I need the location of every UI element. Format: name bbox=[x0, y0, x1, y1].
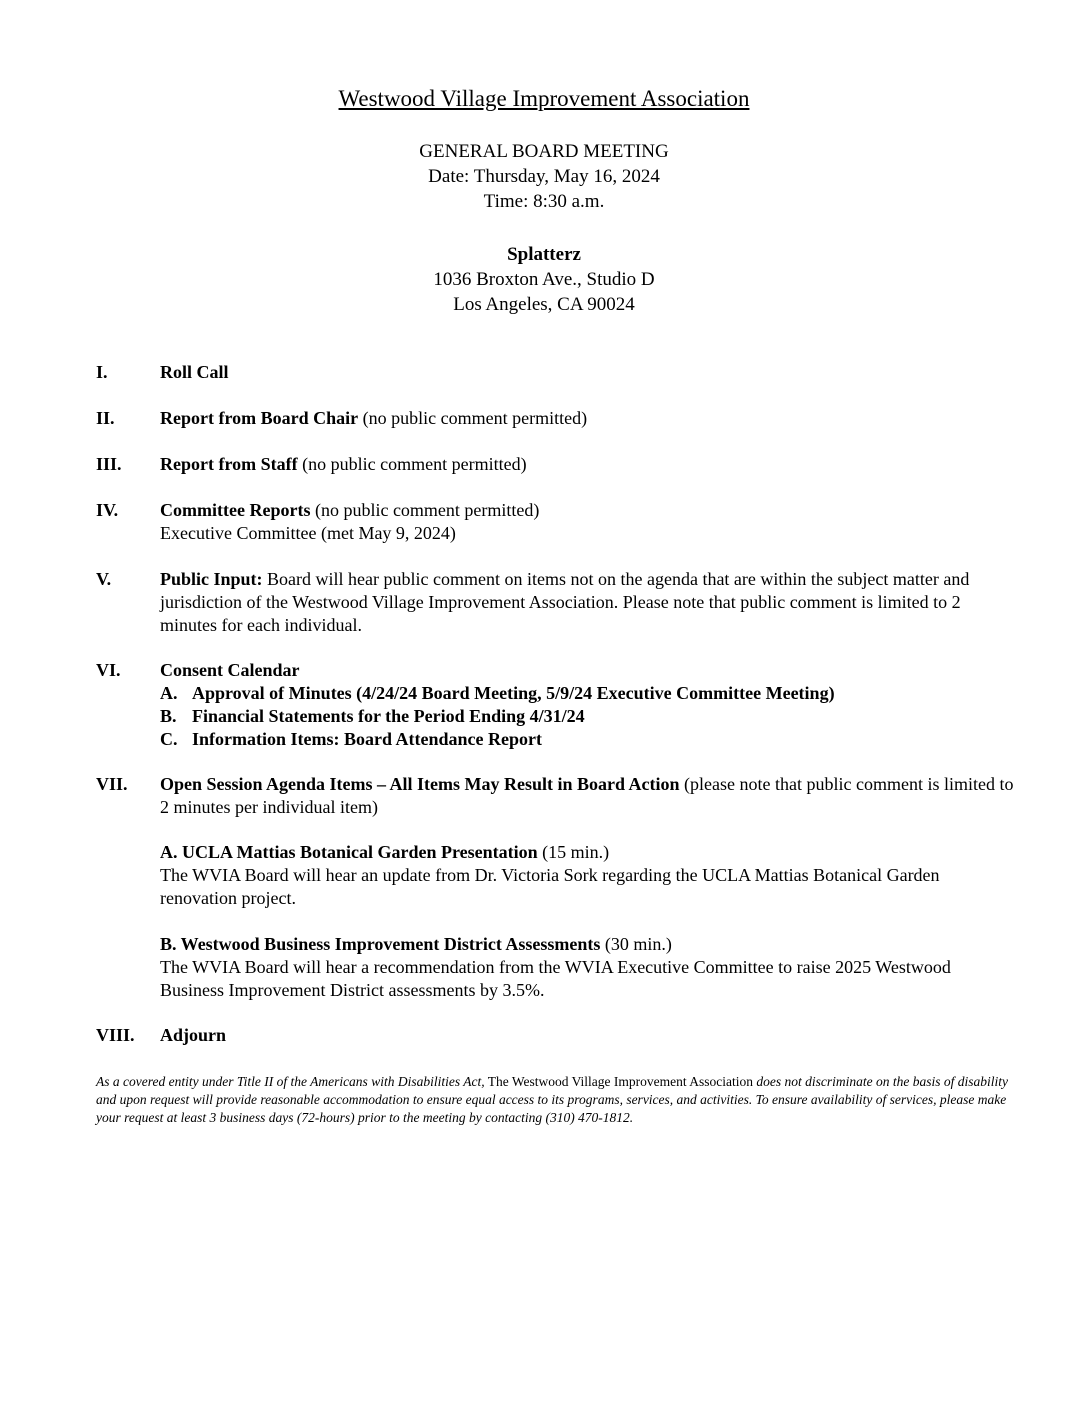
item-number: VII. bbox=[96, 774, 128, 794]
venue-block bbox=[0, 242, 1088, 317]
item-subline: Executive Committee (met May 9, 2024) bbox=[160, 523, 456, 543]
item-number: I. bbox=[96, 362, 108, 382]
session-item-heading: B. Westwood Business Improvement District Assessments bbox=[160, 934, 601, 954]
session-item-description: The WVIA Board will hear a recommendation from the WVIA Executive Committee to raise 2025 Westwood Business Improvement District assessments by 3.5%. bbox=[160, 957, 951, 1000]
item-number: VIII. bbox=[96, 1025, 135, 1045]
session-item-duration: (15 min.) bbox=[537, 842, 610, 862]
session-item-description: The WVIA Board will hear an update from Dr. Victoria Sork regarding the UCLA Mattias Botanical Garden renovation project. bbox=[160, 865, 940, 908]
organization-title: Westwood Village Improvement Association bbox=[338, 86, 750, 111]
item-note: (no public comment permitted) bbox=[358, 408, 588, 428]
item-note: (no public comment permitted) bbox=[297, 454, 527, 474]
consent-item: C. Information Items: Board Attendance Report bbox=[160, 729, 542, 749]
open-session-item-a bbox=[160, 841, 1010, 910]
item-title: Report from Board Chair bbox=[160, 408, 359, 428]
item-number: VI. bbox=[96, 660, 121, 680]
item-title: Consent Calendar bbox=[160, 660, 300, 680]
item-title: Open Session Agenda Items – All Items May Result in Board Action bbox=[160, 774, 680, 794]
venue-address-line2: Los Angeles, CA 90024 bbox=[453, 294, 635, 315]
item-note: (no public comment permitted) bbox=[310, 500, 540, 520]
venue-address-line1: 1036 Broxton Ave., Studio D bbox=[433, 269, 655, 290]
meeting-type: GENERAL BOARD MEETING bbox=[419, 141, 669, 162]
session-item-heading: A. UCLA Mattias Botanical Garden Presentation bbox=[160, 842, 538, 862]
ada-disclaimer: As a covered entity under Title II of the Americans with Disabilities Act, The Westwood Village Improvement Association does not discriminate on the basis of disability and upon request will provide reasonable accommodation to ensure equal access to its programs, services, and activities. To ensure availability of services, please make your request at least 3 business days (72-hours) prior to the meeting by contacting (310) 470-1812. bbox=[96, 1074, 1009, 1125]
meeting-date: Date: Thursday, May 16, 2024 bbox=[428, 166, 660, 187]
item-title: Report from Staff bbox=[160, 454, 298, 474]
item-note: (please note that public comment is limited to 2 minutes per individual item) bbox=[160, 774, 1014, 817]
item-number: IV. bbox=[96, 500, 119, 520]
item-note: Board will hear public comment on items not on the agenda that are within the subject matter and jurisdiction of the Westwood Village Improvement Association. Please note that public comment is limited to 2 minutes for each individual. bbox=[160, 569, 970, 635]
item-number: II. bbox=[96, 408, 115, 428]
session-item-duration: (30 min.) bbox=[600, 934, 672, 954]
venue-name: Splatterz bbox=[507, 244, 581, 265]
item-title: Public Input: bbox=[160, 569, 263, 589]
item-number: V. bbox=[96, 569, 112, 589]
item-title: Committee Reports bbox=[160, 500, 311, 520]
meeting-time: Time: 8:30 a.m. bbox=[483, 191, 605, 212]
item-title: Roll Call bbox=[160, 362, 229, 382]
item-title: Adjourn bbox=[160, 1025, 227, 1045]
consent-item: A. Approval of Minutes (4/24/24 Board Meeting, 5/9/24 Executive Committee Meeting) bbox=[160, 683, 835, 703]
item-number: III. bbox=[96, 454, 122, 474]
consent-item: B. Financial Statements for the Period Ending 4/31/24 bbox=[160, 706, 585, 726]
open-session-item-b bbox=[160, 933, 1010, 1002]
